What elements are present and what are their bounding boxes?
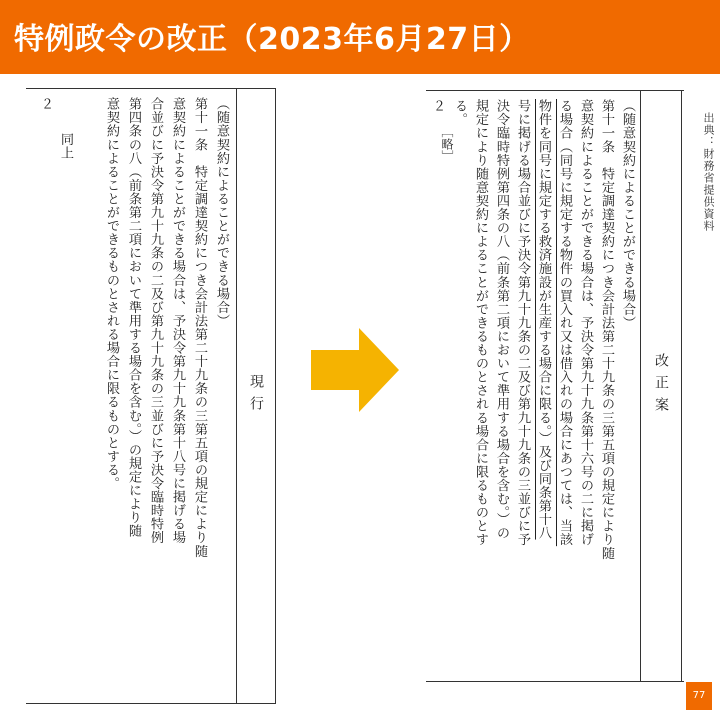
proposed-line-12: ２ xyxy=(430,99,445,113)
proposed-column-header xyxy=(640,91,682,681)
right-arrow-icon xyxy=(311,328,399,412)
proposed-line-5: 物件を同号に規定する救済施設が生産する場合に限る。）及び同条第十八 xyxy=(536,99,551,540)
proposed-line-7: 決令臨時特例第四条の八（前条第二項において準用する場合を含む。）の xyxy=(494,99,509,540)
current-column-header xyxy=(236,89,276,703)
proposed-line-1: （随意契約によることができる場合） xyxy=(620,99,635,330)
current-line-2: 第十一条 特定調達契約につき会計法第二十九条の三第五項の規定により随 xyxy=(192,97,207,558)
header-bar xyxy=(0,0,720,74)
current-column-title: 現行 xyxy=(248,374,264,418)
current-line-1: （随意契約によることができる場合） xyxy=(214,97,229,328)
proposed-line-4: る場合（同号に規定する物件の買入れ又は借入れの場合にあつては、当該 xyxy=(557,99,572,547)
proposed-line-9: る。 xyxy=(452,99,467,127)
current-line-5: 第四条の八（前条第二項において準用する場合を含む。）の規定により随 xyxy=(126,97,141,538)
current-line-6: 意契約によることができるものとされる場合に限るものとする。 xyxy=(104,97,119,490)
current-line-4: 合並びに予決令第九十九条の二及び第九十九条の三並びに予決令臨時特例 xyxy=(148,97,163,545)
proposed-line-2: 第十一条 特定調達契約につき会計法第二十九条の三第五項の規定により随 xyxy=(599,99,614,560)
proposed-column-title: 改正案 xyxy=(653,353,669,419)
proposed-line-13: ［略］ xyxy=(440,119,454,163)
page-title: 特例政令の改正（2023年6月27日） xyxy=(14,22,530,57)
proposed-text-panel xyxy=(426,90,684,682)
current-line-3: 意契約によることができる場合は、予決令第九十九条第十八号に掲げる場 xyxy=(170,97,185,545)
proposed-line-3: 意契約によることができる場合は、予決令第九十九条第十六号の二に掲げ xyxy=(578,99,593,547)
source-note: 出典：財務省提供資料 xyxy=(702,112,715,232)
proposed-line-8: 規定により随意契約によることができるものとされる場合に限るものとす xyxy=(473,99,488,547)
proposed-line-6: 号に掲げる場合並びに予決令第九十九条の二及び第九十九条の三並びに予 xyxy=(515,99,530,547)
current-line-9: ２ xyxy=(38,97,53,111)
current-line-10: 同上 xyxy=(58,119,73,160)
current-text-panel xyxy=(26,88,276,704)
page-number: 77 xyxy=(686,682,712,710)
